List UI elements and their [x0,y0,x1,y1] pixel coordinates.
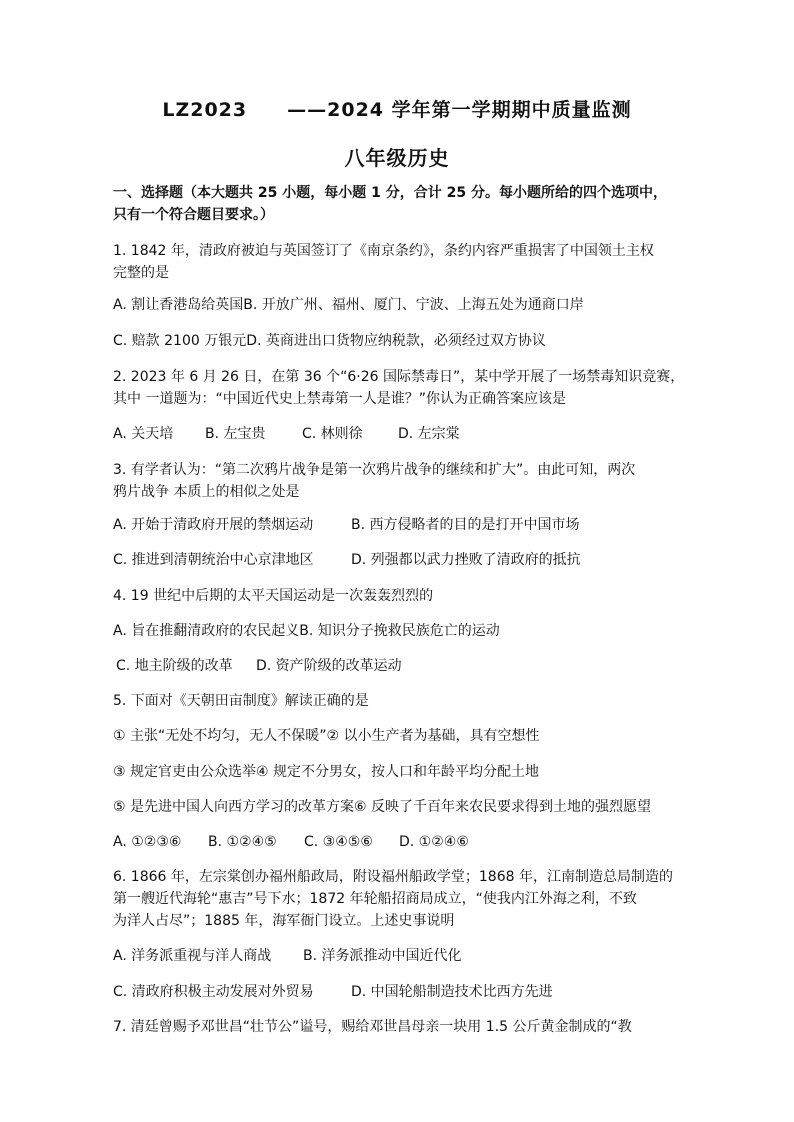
exam-title-rest: ——2024 学年第一学期期中质量监测 [287,99,632,121]
question-5-item-row1: ① 主张“无处不均匀，无人不保暖”② 以小生产者为基础，具有空想性 [113,728,540,744]
question-5-item-row3: ⑤ 是先进中国人向西方学习的改革方案⑥ 反映了千百年来农民要求得到土地的强烈愿望 [113,799,651,815]
option-c: C. 地主阶级的改革 [116,658,233,674]
option-d: D. 资产阶级的改革运动 [256,658,402,674]
question-4-options-row1 [113,620,693,642]
option-d: D. 左宗棠 [398,426,460,442]
question-3-options-row2 [113,549,693,571]
option-a: A. 旨在推翻清政府的农民起义 [113,623,300,639]
question-1-options-row1 [113,294,693,316]
question-3-stem-line2: 鸦片战争 本质上的相似之处是 [113,484,300,500]
option-a: A. 割让香港岛给英国 [113,297,244,313]
option-b: B. 左宝贵 [205,426,266,442]
option-a: A. 关天培 [113,426,174,442]
option-b: B. ①②④⑤ [208,834,277,850]
question-3-stem-line1: 3. 有学者认为：“第二次鸦片战争是第一次鸦片战争的继续和扩大”。由此可知，两次 [113,462,636,478]
question-3-options-row1 [113,514,693,536]
option-c: C. 赔款 2100 万银元 [113,333,247,349]
question-1-stem-line1: 1. 1842 年，清政府被迫与英国签订了《南京条约》，条约内容严重损害了中国领土主权 [113,243,654,259]
option-b: B. 开放广州、福州、厦门、宁波、上海五处为通商口岸 [243,297,584,313]
option-c: C. 清政府积极主动发展对外贸易 [113,984,314,1000]
question-5-item-row2: ③ 规定官吏由公众选举④ 规定不分男女，按人口和年龄平均分配土地 [113,764,540,780]
question-6-stem-line2: 第一艘近代海轮“惠吉”号下水；1872 年轮船招商局成立，“使我内江外海之利，不致 [113,891,637,907]
question-1-stem-line2: 完整的是 [113,265,169,281]
exam-title [0,95,794,122]
exam-subtitle: 八年级历史 [344,146,450,170]
question-6-stem-line1: 6. 1866 年，左宗棠创办福州船政局，附设福州船政学堂；1868 年，江南制造总局制造的 [113,869,673,885]
option-d: D. ①②④⑥ [399,834,469,850]
option-a: A. 开始于清政府开展的禁烟运动 [113,517,314,533]
question-5-options [113,831,693,853]
option-c: C. 推进到清朝统治中心京津地区 [113,552,314,568]
question-6-stem-line3: 为洋人占尽”；1885 年，海军衙门设立。上述史事说明 [113,913,455,929]
question-5-stem: 5. 下面对《天朝田亩制度》解读正确的是 [113,693,369,709]
option-d: D. 英商进出口货物应纳税款，必须经过双方协议 [246,333,546,349]
question-6-options-row1 [113,945,693,967]
option-d: D. 列强都以武力挫败了清政府的抵抗 [351,552,581,568]
option-a: A. ①②③⑥ [113,834,182,850]
section-instruction-line1: 一、选择题（本大题共 25 小题，每小题 1 分，合计 25 分。每小题所给的四个选项中， [113,185,667,201]
question-4-stem: 4. 19 世纪中后期的太平天国运动是一次轰轰烈烈的 [113,588,434,604]
option-a: A. 洋务派重视与洋人商战 [113,948,272,964]
exam-code: LZ2023 [162,99,248,121]
option-b: B. 洋务派推动中国近代化 [303,948,462,964]
question-2-stem-line1: 2. 2023 年 6 月 26 日，在第 36 个“6·26 国际禁毒日”，某中学开展了一场禁毒知识竞赛， [113,369,685,385]
question-2-options [113,423,693,445]
question-7-stem: 7. 清廷曾赐予邓世昌“壮节公”谥号，赐给邓世昌母亲一块用 1.5 公斤黄金制成的“教 [113,1019,632,1035]
option-b: B. 西方侵略者的目的是打开中国市场 [351,517,580,533]
question-2-stem-line2: 其中 一道题为：“中国近代史上禁毒第一人是谁？”你认为正确答案应该是 [113,391,566,407]
question-6-options-row2 [113,981,693,1003]
question-4-options-row2 [116,655,696,677]
option-b: B. 知识分子挽救民族危亡的运动 [299,623,500,639]
option-c: C. 林则徐 [302,426,363,442]
option-d: D. 中国轮船制造技术比西方先进 [351,984,553,1000]
section-instruction-line2: 只有一个符合题目要求。） [113,207,274,223]
question-1-options-row2 [113,330,693,352]
option-c: C. ③④⑤⑥ [304,834,373,850]
